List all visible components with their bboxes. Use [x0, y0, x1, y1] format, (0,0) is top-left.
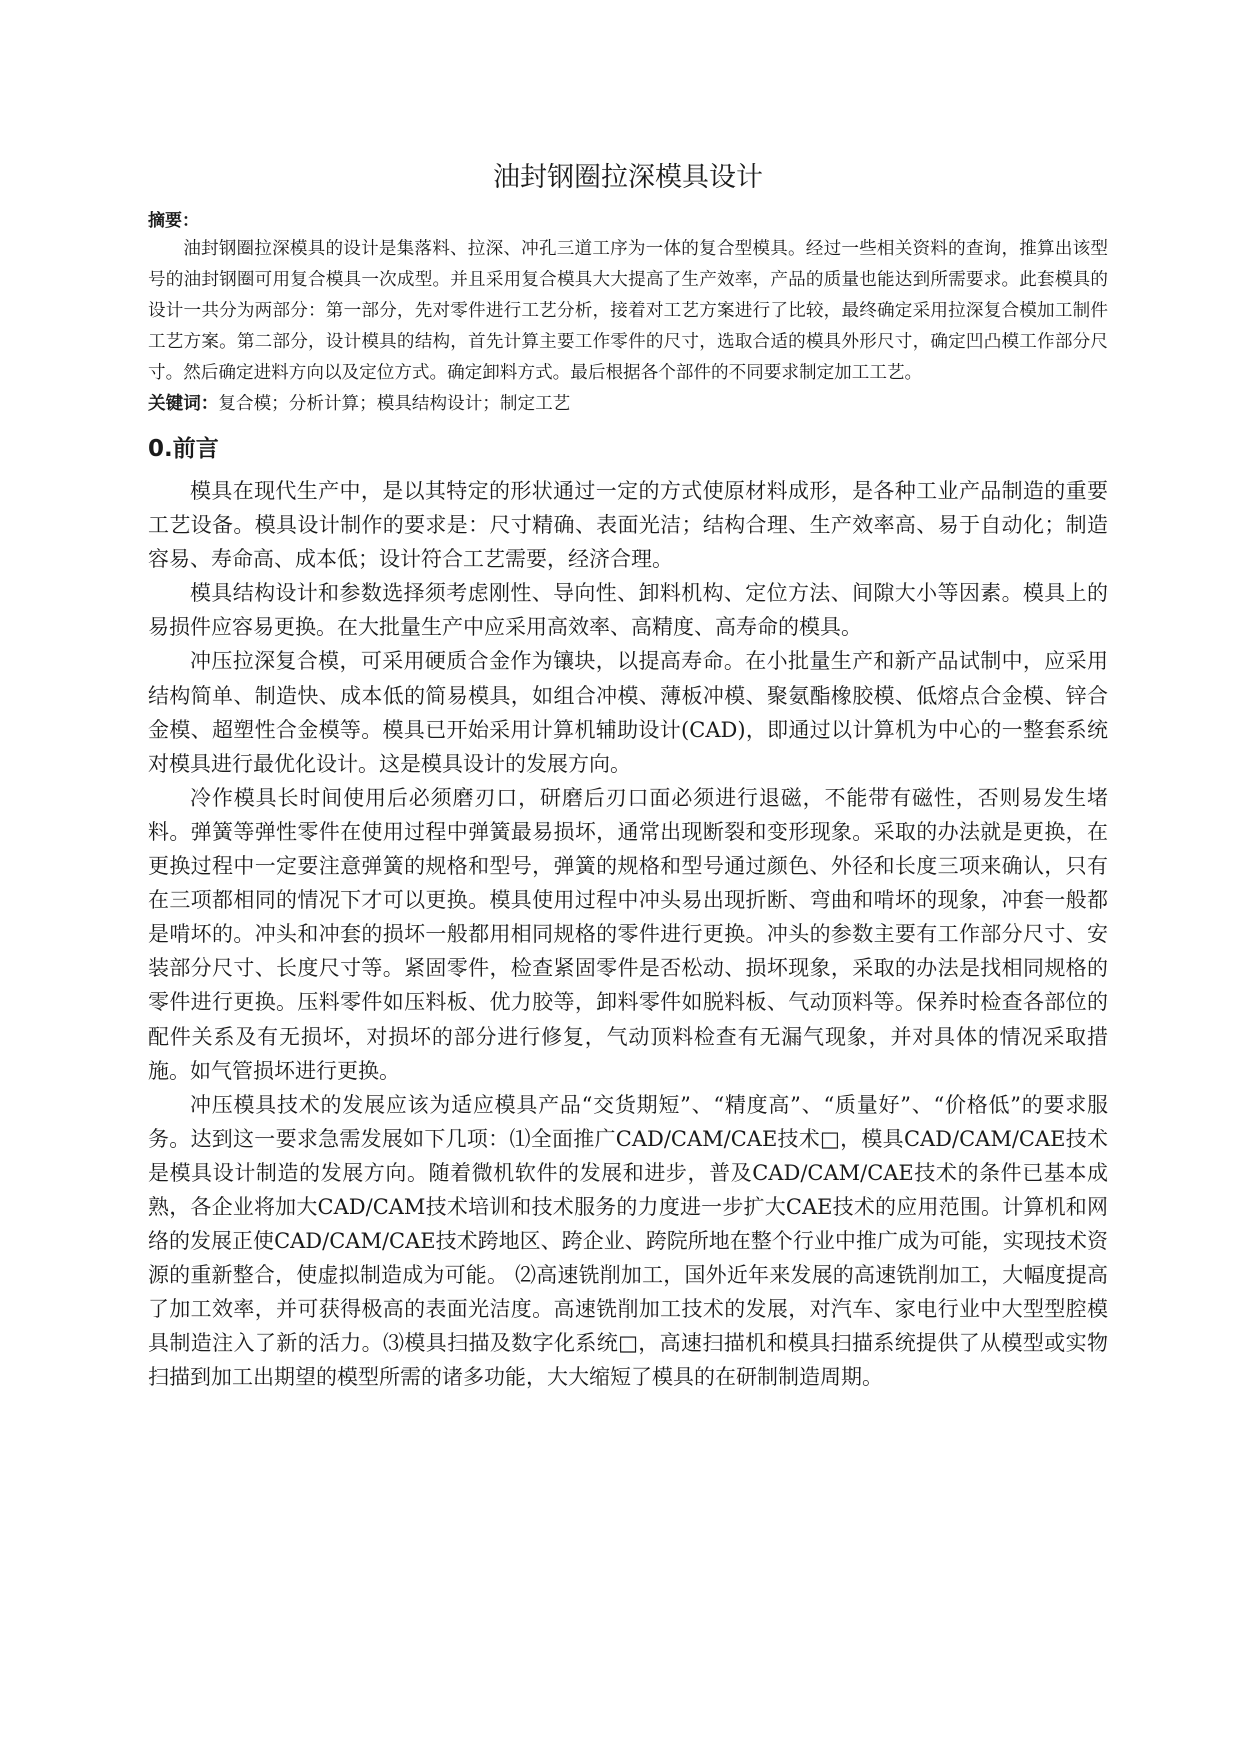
keywords-line [148, 389, 1108, 420]
paragraph: 冲压模具技术的发展应该为适应模具产品“交货期短”、“精度高”、“质量好”、“价格低”的要求服务。达到这一要求急需发展如下几项：⑴全面推广CAD/CAM/CAE技术□，模具CAD/CAM/CAE技术是模具设计制造的发展方向。随着微机软件的发展和进步，普及CAD/CAM/CAE技术的条件已基本成熟，各企业将加大CAD/CAM技术培训和技术服务的力度进一步扩大CAE技术的应用范围。计算机和网络的发展正使CAD/CAM/CAE技术跨地区、跨企业、跨院所地在整个行业中推广成为可能，实现技术资源的重新整合，使虚拟制造成为可能。 ⑵高速铣削加工，国外近年来发展的高速铣削加工，大幅度提高了加工效率，并可获得极高的表面光洁度。高速铣削加工技术的发展，对汽车、家电行业中大型型腔模具制造注入了新的活力。⑶模具扫描及数字化系统□，高速扫描机和模具扫描系统提供了从模型或实物扫描到加工出期望的模型所需的诸多功能，大大缩短了模具的在研制制造周期。 [148, 1092, 1108, 1390]
document-title: 油封钢圈拉深模具设计 [493, 162, 763, 193]
keywords-text: 复合模；分析计算；模具结构设计；制定工艺 [218, 394, 571, 414]
section-heading: 0.前言 [148, 436, 219, 462]
paragraph: 模具在现代生产中，是以其特定的形状通过一定的方式使原材料成形，是各种工业产品制造的重要工艺设备。模具设计制作的要求是：尺寸精确、表面光洁；结构合理、生产效率高、易于自动化；制造容易、寿命高、成本低；设计符合工艺需要，经济合理。 [148, 479, 1108, 572]
paragraph: 模具结构设计和参数选择须考虑刚性、导向性、卸料机构、定位方法、间隙大小等因素。模具上的易损件应容易更换。在大批量生产中应采用高效率、高精度、高寿命的模具。 [148, 581, 1108, 640]
paragraph: 冲压拉深复合模，可采用硬质合金作为镶块，以提高寿命。在小批量生产和新产品试制中，应采用结构简单、制造快、成本低的简易模具，如组合冲模、薄板冲模、聚氨酯橡胶模、低熔点合金模、锌合金模、超塑性合金模等。模具已开始采用计算机辅助设计(CAD)，即通过以计算机为中心的一整套系统对模具进行最优化设计。这是模具设计的发展方向。 [148, 649, 1108, 776]
paragraph: 冷作模具长时间使用后必须磨刃口，研磨后刃口面必须进行退磁，不能带有磁性，否则易发生堵料。弹簧等弹性零件在使用过程中弹簧最易损坏，通常出现断裂和变形现象。采取的办法就是更换，在更换过程中一定要注意弹簧的规格和型号，弹簧的规格和型号通过颜色、外径和长度三项来确认，只有在三项都相同的情况下才可以更换。模具使用过程中冲头易出现折断、弯曲和啃坏的现象，冲套一般都是啃坏的。冲头和冲套的损坏一般都用相同规格的零件进行更换。冲头的参数主要有工作部分尺寸、安装部分尺寸、长度尺寸等。紧固零件，检查紧固零件是否松动、损坏现象，采取的办法是找相同规格的零件进行更换。压料零件如压料板、优力胶等，卸料零件如脱料板、气动顶料等。保养时检查各部位的配件关系及有无损坏，对损坏的部分进行修复，气动顶料检查有无漏气现象，并对具体的情况采取措施。如气管损坏进行更换。 [148, 785, 1108, 1083]
keywords-label: 关键词： [148, 394, 219, 414]
document-page [148, 160, 1108, 1395]
abstract-label: 摘要： [148, 211, 199, 231]
abstract-body: 油封钢圈拉深模具的设计是集落料、拉深、冲孔三道工序为一体的复合型模具。经过一些相关资料的查询，推算出该型号的油封钢圈可用复合模具一次成型。并且采用复合模具大大提高了生产效率，产品的质量也能达到所需要求。此套模具的设计一共分为两部分：第一部分，先对零件进行工艺分析，接着对工艺方案进行了比较，最终确定采用拉深复合模加工制件工艺方案。第二部分，设计模具的结构，首先计算主要工作零件的尺寸，选取合适的模具外形尺寸，确定凹凸模工作部分尺寸。然后确定进料方向以及定位方式。确定卸料方式。最后根据各个部件的不同要求制定加工工艺。 [148, 239, 1108, 383]
